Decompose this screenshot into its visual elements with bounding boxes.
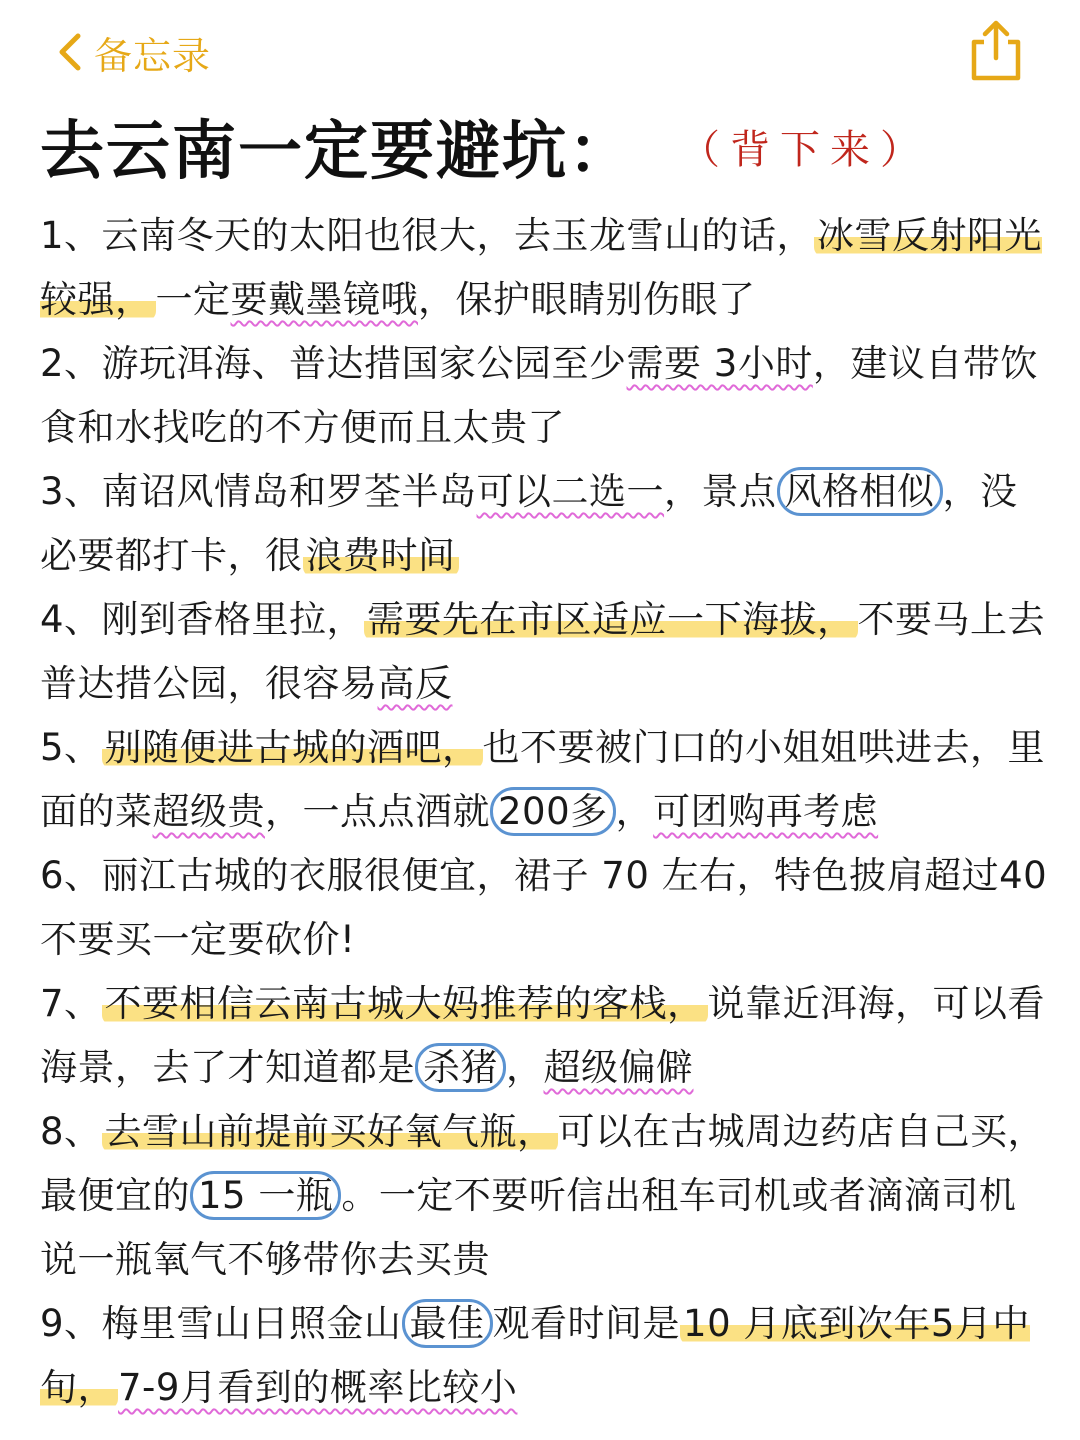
circled-text: 15 一瓶 (190, 1171, 341, 1220)
tip-item-6 (40, 844, 1050, 972)
tip-text: 5、 (40, 726, 102, 769)
tip-text: 4、刚到香格里拉， (40, 598, 365, 641)
highlighted-text: 别随便进古城的酒吧， (102, 726, 483, 769)
wavy-underlined-text: 可团购再考虑 (653, 790, 879, 833)
tip-text: ， (615, 790, 654, 833)
back-label: 备忘录 (94, 33, 212, 78)
tip-text: 观看时间是 (492, 1302, 681, 1345)
share-icon[interactable] (964, 18, 1028, 82)
wavy-underlined-text: 超级偏僻 (543, 1046, 694, 1089)
wavy-underlined-text: 要戴墨镜哦 (230, 278, 418, 321)
tip-item-8 (40, 1100, 1050, 1292)
tip-text: 说靠近洱海，可以看海景，去了才知道都是 (40, 982, 1046, 1089)
tip-item-3 (40, 460, 1050, 588)
highlighted-text: 不要相信云南古城大妈推荐的客栈， (102, 982, 708, 1025)
circled-text: 风格相似 (777, 467, 943, 516)
tip-item-5 (40, 716, 1050, 844)
page-title: 去云南一定要避坑： (40, 115, 634, 189)
tip-text: 也不要被门口的小姐姐哄进去，里面的菜 (40, 726, 1046, 833)
wavy-underlined-text: 需要 3小时 (626, 342, 813, 385)
tips-list (40, 204, 1050, 1420)
wavy-underlined-text: 高反 (377, 662, 453, 705)
highlighted-text: 去雪山前提前买好氧气瓶， (102, 1110, 558, 1153)
tip-text: 。一定不要听信出租车司机或者滴滴司机说一瓶氧气不够带你去买贵 (40, 1174, 1017, 1281)
wavy-underlined-text: 超级贵 (152, 790, 265, 833)
tip-text: 1、云南冬天的太阳也很大，去玉龙雪山的话， (40, 214, 815, 257)
tip-item-2 (40, 332, 1050, 460)
tip-text: 8、 (40, 1110, 102, 1153)
tip-text: 不要马上去普达措公园，很容易 (40, 598, 1046, 705)
wavy-underlined-text: 7-9月看到的概率比较小 (118, 1366, 518, 1409)
tip-text: 2、游玩洱海、普达措国家公园至少 (40, 342, 627, 385)
tip-item-4 (40, 588, 1050, 716)
tip-text: ，保护眼睛别伤眼了 (418, 278, 756, 321)
top-bar (0, 0, 1080, 100)
tip-text: ，景点 (664, 470, 777, 513)
circled-text: 200多 (490, 787, 616, 836)
tip-text: 9、梅里雪山日照金山 (40, 1302, 402, 1345)
tip-item-9 (40, 1292, 1050, 1420)
circled-text: 最佳 (402, 1299, 493, 1348)
circled-text: 杀猪 (415, 1043, 506, 1092)
tip-item-1 (40, 204, 1050, 332)
tip-text: 7、 (40, 982, 102, 1025)
tip-text: ， (506, 1046, 544, 1089)
note-title-row (40, 96, 1050, 196)
highlighted-text: 10 月底到次年5月中旬， (40, 1302, 1030, 1409)
tip-item-7 (40, 972, 1050, 1100)
handwritten-note: （背下来） (680, 126, 930, 173)
highlighted-text: 需要先在市区适应一下海拔， (364, 598, 858, 641)
tip-text: 可以在古城周边药店自己买，最便宜的 (40, 1110, 1046, 1217)
tip-text: 6、丽江古城的衣服很便宜，裙子 70 左右，特色披肩超过40 不要买一定要砍价! (40, 854, 1048, 961)
tip-text: 3、南诏风情岛和罗荃半岛 (40, 470, 477, 513)
highlighted-text: 冰雪反射阳光较强， (40, 214, 1043, 321)
back-button[interactable] (52, 24, 211, 80)
tip-text: 一定 (155, 278, 231, 321)
tip-text: ，建议自带饮食和水找吃的不方便而且太贵了 (40, 342, 1038, 449)
wavy-underlined-text: 可以二选一 (476, 470, 665, 513)
highlighted-text: 浪费时间 (303, 534, 459, 577)
tip-text: ，一点点酒就 (265, 790, 490, 833)
chevron-left-icon (52, 30, 88, 74)
tip-text: ，没必要都打卡，很 (40, 470, 1018, 577)
